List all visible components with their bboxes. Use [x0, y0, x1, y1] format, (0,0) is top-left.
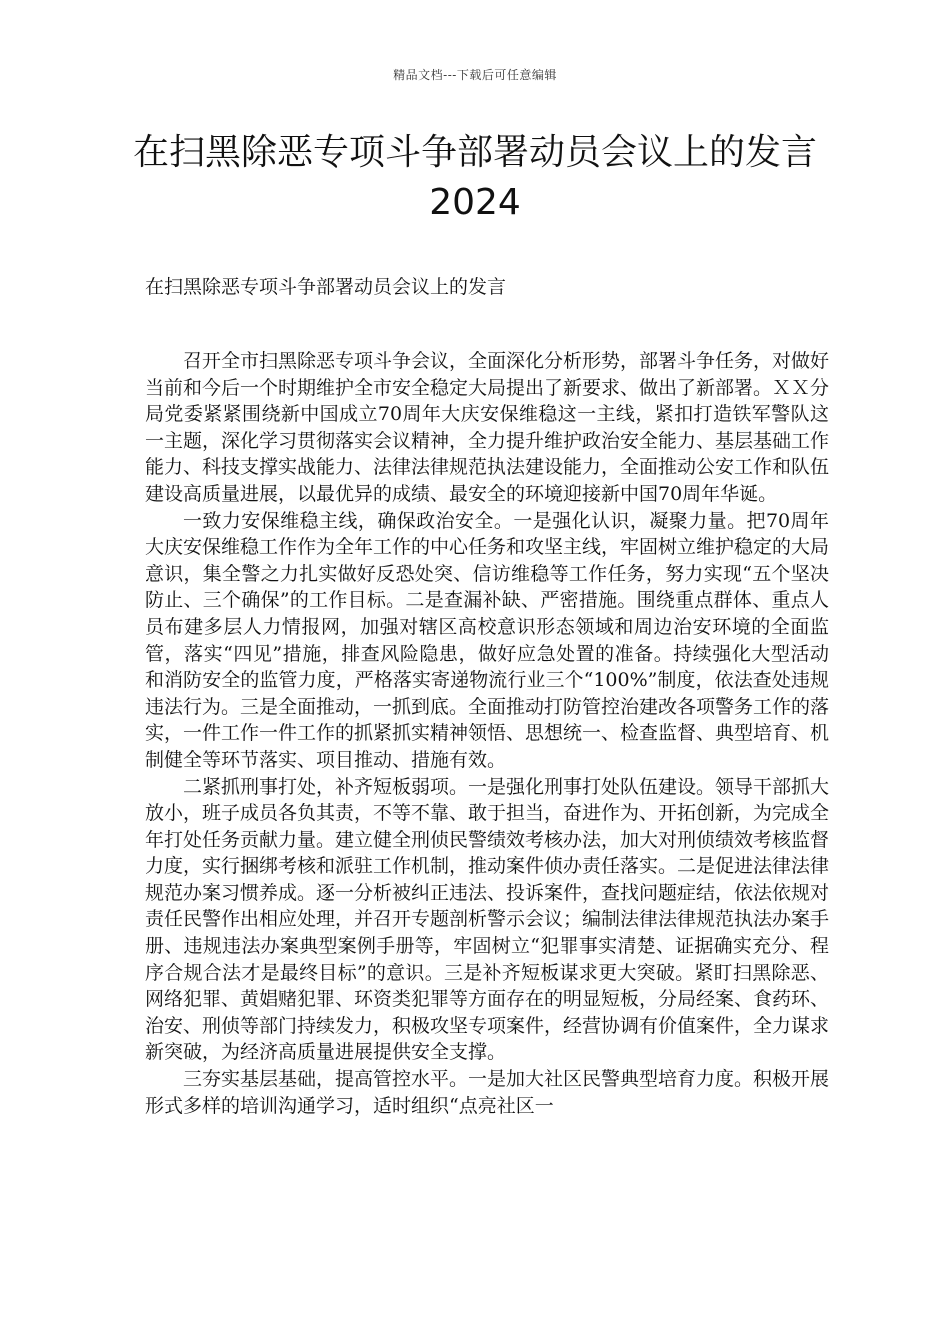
body-paragraph: 三夯实基层基础，提高管控水平。一是加大社区民警典型培育力度。积极开展形式多样的培训沟通学习，适时组织“点亮社区一	[145, 1068, 830, 1117]
document-body	[145, 348, 829, 1119]
body-paragraph: 一致力安保维稳主线，确保政治安全。一是强化认识，凝聚力量。把70周年大庆安保维稳工作作为全年工作的中心任务和攻坚主线，牢固树立维护稳定的大局意识，集全警之力扎实做好反恐处突、信访维稳等工作任务，努力实现“五个坚决防止、三个确保”的工作目标。二是查漏补缺、严密措施。围绕重点群体、重点人员布建多层人力情报网，加强对辖区高校意识形态领域和周边治安环境的全面监管，落实“四见”措施，排查风险隐患，做好应急处置的准备。持续强化大型活动和消防安全的监管力度，严格落实寄递物流行业三个“100%”制度，依法查处违规违法行为。三是全面推动，一抓到底。全面推动打防管控治建改各项警务工作的落实，一件工作一件工作的抓紧抓实精神领悟、思想统一、检查监督、典型培育、机制健全等环节落实、项目推动、措施有效。	[145, 509, 830, 771]
body-paragraph: 二紧抓刑事打处，补齐短板弱项。一是强化刑事打处队伍建设。领导干部抓大放小，班子成员各负其责，不等不靠、敢于担当，奋进作为、开拓创新，为完成全年打处任务贡献力量。建立健全刑侦民警绩效考核办法，加大对刑侦绩效考核监督力度，实行捆绑考核和派驻工作机制，推动案件侦办责任落实。二是促进法律法律规范办案习惯养成。逐一分析被纠正违法、投诉案件，查找问题症结，依法依规对责任民警作出相应处理，并召开专题剖析警示会议；编制法律法律规范执法办案手册、违规违法办案典型案例手册等，牢固树立“犯罪事实清楚、证据确实充分、程序合规合法才是最终目标”的意识。三是补齐短板谋求更大突破。紧盯扫黑除恶、网络犯罪、黄娼赌犯罪、环资类犯罪等方面存在的明显短板，分局经案、食药环、治安、刑侦等部门持续发力，积极攻坚专项案件，经营协调有价值案件，全力谋求新突破，为经济高质量进展提供安全支撑。	[145, 775, 830, 1064]
header-note: 精品文档---下载后可任意编辑	[393, 68, 557, 82]
body-paragraph: 召开全市扫黑除恶专项斗争会议，全面深化分析形势，部署斗争任务，对做好当前和今后一个时期维护全市安全稳定大局提出了新要求、做出了新部署。ＸＸ分局党委紧紧围绕新中国成立70周年大庆安保维稳这一主线，紧扣打造铁军警队这一主题，深化学习贯彻落实会议精神，全力提升维护政治安全能力、基层基础工作能力、科技支撑实战能力、法律法律规范执法建设能力，全面推动公安工作和队伍建设高质量进展，以最优异的成绩、最安全的环境迎接新中国70周年华诞。	[145, 350, 830, 505]
document-subtitle: 在扫黑除恶专项斗争部署动员会议上的发言	[145, 276, 507, 298]
document-title: 在扫黑除恶专项斗争部署动员会议上的发言2024	[132, 132, 817, 223]
